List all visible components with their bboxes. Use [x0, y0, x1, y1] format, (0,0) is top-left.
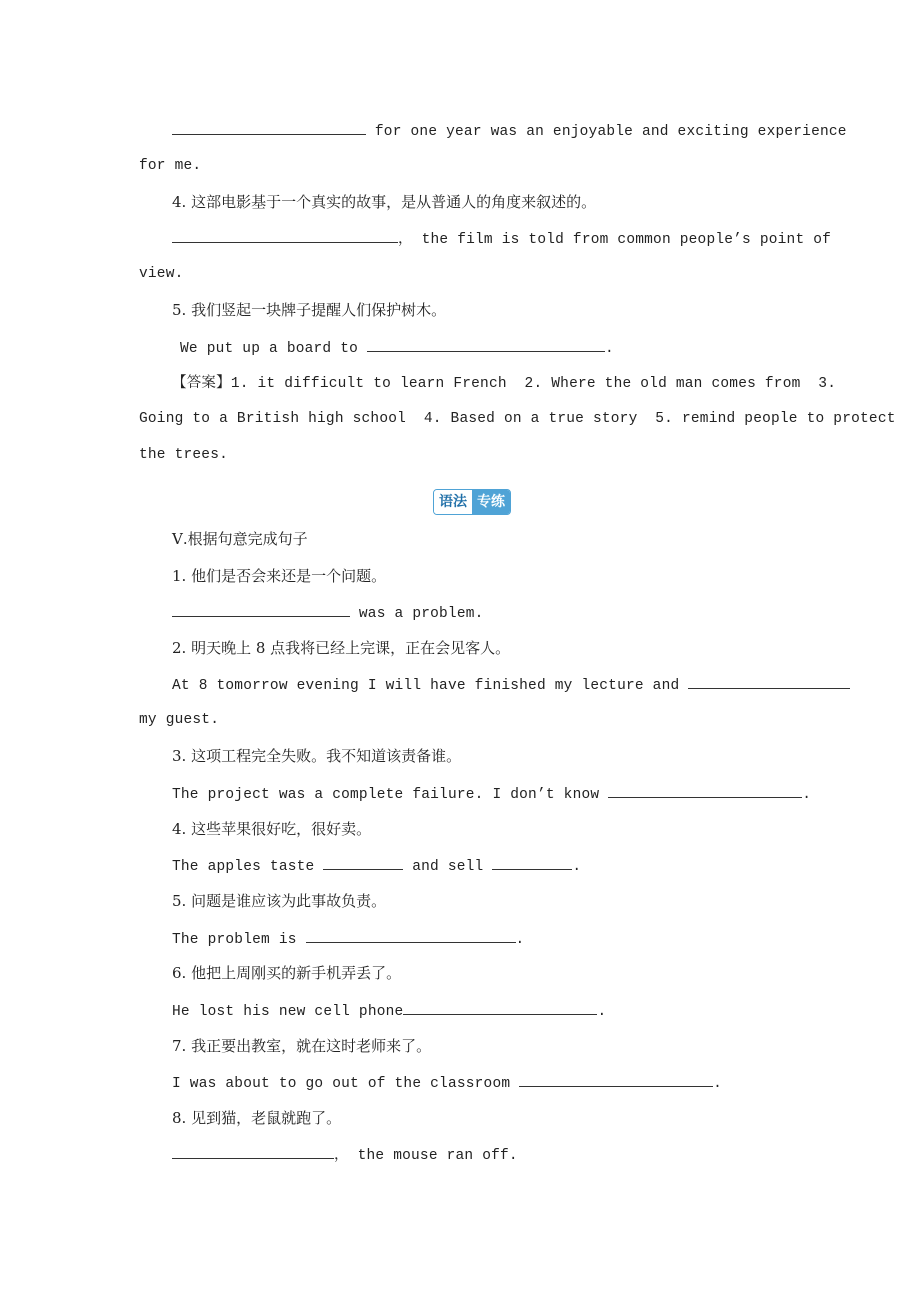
s-q2-english: At 8 tomorrow evening I will have finished my lecture and: [172, 678, 680, 694]
s-q7-english: I was about to go out of the classroom: [172, 1076, 511, 1092]
q5-english: We put up a board to: [180, 341, 359, 357]
s-q2-english-2: my guest.: [139, 712, 220, 728]
blank-field[interactable]: [367, 337, 605, 352]
s-q1-line: [172, 602, 484, 624]
badge-right: 专练: [472, 490, 510, 514]
q4-english: ， the film is told from common people’s point of: [398, 232, 832, 248]
s-q2-line: [172, 674, 850, 696]
s-q6-line: [172, 1000, 606, 1022]
period: .: [515, 932, 525, 948]
answer-line-2: Going to a British high school 4. Based on a true story 5. remind people to protect: [139, 411, 896, 427]
period: .: [802, 787, 812, 803]
section-title: Ⅴ.根据句意完成句子: [172, 530, 308, 548]
period: .: [597, 1004, 607, 1020]
period: .: [604, 341, 614, 357]
s-q8-english: ， the mouse ran off.: [334, 1148, 518, 1164]
q4-line: [172, 228, 831, 250]
q3-tail2: for me.: [139, 158, 202, 174]
s-q5-line: [172, 928, 524, 950]
blank-field[interactable]: [172, 602, 350, 617]
s-q4-english-a: The apples taste: [172, 859, 315, 875]
period: .: [572, 859, 582, 875]
s-q4-english-b: and sell: [412, 859, 484, 875]
q3-line: [172, 120, 847, 142]
s-q3-chinese: 3. 这项工程完全失败。我不知道该责备谁。: [172, 747, 462, 765]
s-q4-line: [172, 855, 581, 877]
blank-field[interactable]: [323, 855, 403, 870]
q5-chinese: 5. 我们竖起一块牌子提醒人们保护树木。: [172, 301, 447, 319]
blank-field[interactable]: [608, 783, 802, 798]
blank-field[interactable]: [306, 928, 516, 943]
blank-field[interactable]: [172, 228, 398, 243]
blank-field[interactable]: [403, 1000, 597, 1015]
q3-tail: for one year was an enjoyable and exciting experience: [374, 124, 847, 140]
s-q4-chinese: 4. 这些苹果很好吃，很好卖。: [172, 820, 372, 838]
s-q1-chinese: 1. 他们是否会来还是一个问题。: [172, 567, 387, 585]
s-q5-english: The problem is: [172, 932, 297, 948]
answer-line-3: the trees.: [139, 447, 229, 463]
blank-field[interactable]: [519, 1072, 713, 1087]
q5-line: [180, 337, 614, 359]
s-q2-chinese: 2. 明天晚上 8 点我将已经上完课，正在会见客人。: [172, 639, 511, 657]
answer-text-1: 1. it difficult to learn French 2. Where the old man comes from 3.: [230, 376, 837, 392]
s-q3-line: [172, 783, 811, 805]
s-q3-english: The project was a complete failure. I don’t know: [172, 787, 600, 803]
s-q7-chinese: 7. 我正要出教室，就在这时老师来了。: [172, 1037, 432, 1055]
answer-label: 【答案】: [172, 375, 231, 391]
blank-field[interactable]: [492, 855, 572, 870]
answer-line-1: [172, 373, 836, 394]
blank-field[interactable]: [172, 1144, 334, 1159]
s-q5-chinese: 5. 问题是谁应该为此事故负责。: [172, 892, 387, 910]
s-q1-english: was a problem.: [358, 606, 484, 622]
s-q8-chinese: 8. 见到猫，老鼠就跑了。: [172, 1109, 342, 1127]
q4-english-2: view.: [139, 266, 184, 282]
blank-field[interactable]: [172, 120, 366, 135]
badge-left: 语法: [434, 490, 472, 514]
q4-chinese: 4. 这部电影基于一个真实的故事，是从普通人的角度来叙述的。: [172, 193, 597, 211]
s-q8-line: [172, 1144, 518, 1166]
period: .: [713, 1076, 723, 1092]
grammar-practice-badge: [433, 489, 511, 515]
s-q6-english: He lost his new cell phone: [172, 1004, 404, 1020]
blank-field[interactable]: [688, 674, 850, 689]
s-q7-line: [172, 1072, 722, 1094]
s-q6-chinese: 6. 他把上周刚买的新手机弄丢了。: [172, 964, 402, 982]
